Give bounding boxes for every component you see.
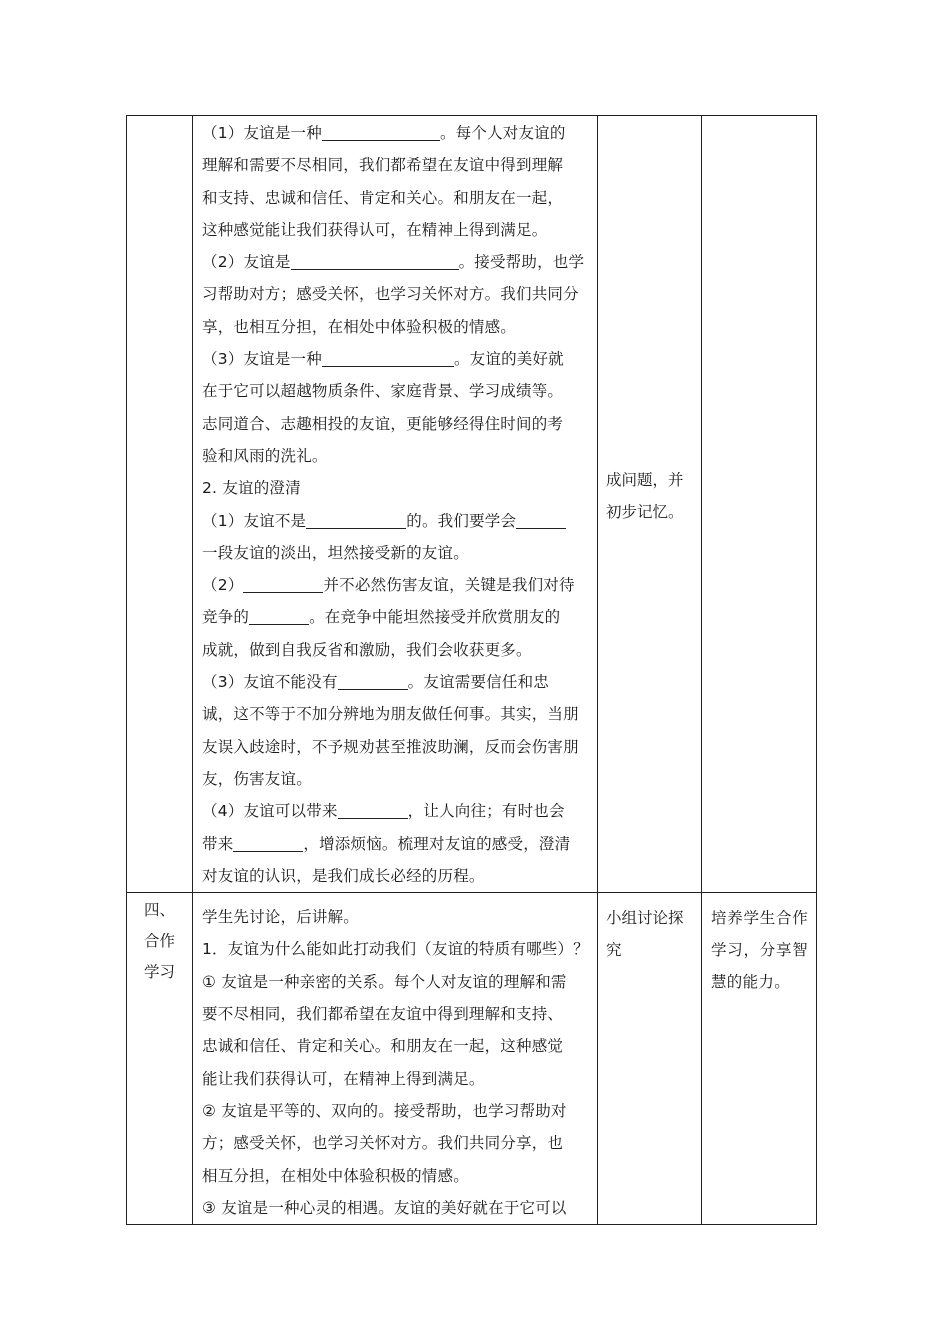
line-text: 相互分担，在相处中体验积极的情感。 — [202, 1166, 469, 1185]
line-text: ① 友谊是一种亲密的关系。每个人对友谊的理解和需 — [202, 972, 567, 991]
text-line — [202, 117, 591, 149]
activity-cell — [598, 116, 702, 893]
activity-text — [598, 116, 701, 528]
text-line — [202, 440, 591, 472]
text-line — [202, 933, 591, 965]
fill-blank[interactable] — [322, 122, 440, 141]
fill-blank[interactable] — [233, 833, 303, 852]
content-cell — [193, 116, 598, 893]
line-text: 诚，这不等于不加分辨地为朋友做任何事。其实，当朋 — [202, 705, 579, 724]
line-text: （3）友谊是一种 — [202, 350, 322, 369]
line-text: 学生先讨论，后讲解。 — [202, 908, 360, 927]
section-label-line: 学习 — [143, 963, 175, 982]
line-text: （1）友谊不是 — [202, 511, 307, 530]
table-row — [127, 893, 817, 1225]
line-text: 。接受帮助，也学 — [458, 253, 585, 272]
line-text: ，让人向往；有时也会 — [407, 802, 565, 821]
line-text: 竞争的 — [202, 608, 250, 627]
text-line — [202, 537, 591, 569]
text-line — [202, 214, 591, 246]
text-line — [202, 182, 591, 214]
line-text: 。友谊需要信任和忠 — [407, 673, 549, 692]
activity-line: 究 — [606, 941, 622, 960]
section-label-line: 四、 — [143, 901, 175, 920]
line-text: ，增添烦恼。梳理对友谊的感受，澄清 — [303, 834, 571, 853]
activity-cell — [598, 893, 702, 1225]
line-text: 成就，做到自我反省和激励，我们会收获更多。 — [202, 640, 532, 659]
text-line — [202, 731, 591, 763]
line-text: 友，伤害友谊。 — [202, 769, 312, 788]
section-label — [127, 893, 192, 988]
lesson-plan-table — [126, 115, 817, 1225]
line-text: 习帮助对方；感受关怀，也学习关怀对方。我们共同分 — [202, 285, 579, 304]
content-cell — [193, 893, 598, 1225]
line-text: 1．友谊为什么能如此打动我们（友谊的特质有哪些）？ — [202, 940, 589, 959]
section-cell — [127, 116, 193, 893]
activity-line: 小组讨论探 — [606, 909, 684, 928]
content-text — [193, 893, 597, 1224]
text-line — [202, 1095, 591, 1127]
line-text: 验和风雨的洗礼。 — [202, 446, 328, 465]
text-line — [202, 698, 591, 730]
line-text: 的。我们要学会 — [406, 511, 517, 530]
line-text: 。每个人对友谊的 — [439, 124, 566, 142]
text-line — [202, 1160, 591, 1192]
line-text: 。在竞争中能坦然接受并欣赏朋友的 — [309, 608, 561, 627]
text-line — [202, 505, 591, 537]
text-line — [202, 343, 591, 375]
text-line — [202, 1063, 591, 1095]
text-line — [202, 666, 591, 698]
fill-blank[interactable] — [306, 510, 406, 529]
text-line — [202, 1030, 591, 1062]
text-line — [202, 408, 591, 440]
line-text: ② 友谊是平等的、双向的。接受帮助，也学习帮助对 — [202, 1101, 567, 1120]
line-text: （4）友谊可以带来 — [202, 802, 338, 821]
goal-cell — [702, 893, 817, 1225]
text-line — [202, 569, 591, 601]
fill-blank[interactable] — [322, 348, 454, 367]
line-text: 对友谊的认识，是我们成长必经的历程。 — [202, 866, 485, 885]
text-line — [202, 1192, 591, 1224]
line-text: 方；感受关怀，也学习关怀对方。我们共同分享，也 — [202, 1134, 564, 1153]
line-text: 忠诚和信任、肯定和关心。和朋友在一起，这种感觉 — [202, 1037, 564, 1056]
line-text: 友误入歧途时，不予规劝甚至推波助澜，反而会伤害朋 — [202, 737, 579, 756]
line-text: 能让我们获得认可，在精神上得到满足。 — [202, 1069, 485, 1088]
line-text: 要不尽相同，我们都希望在友谊中得到理解和支持、 — [202, 1005, 564, 1024]
text-line — [202, 763, 591, 795]
fill-blank[interactable] — [249, 606, 309, 625]
goal-text: 培养学生合作学习，分享智慧的能力。 — [711, 909, 808, 992]
line-text: （2） — [202, 576, 244, 595]
line-text: 在于它可以超越物质条件、家庭背景、学习成绩等。 — [202, 382, 564, 401]
text-line — [202, 860, 591, 892]
fill-blank[interactable] — [516, 510, 566, 529]
fill-blank[interactable] — [243, 574, 323, 593]
table-row — [127, 116, 817, 893]
text-line — [202, 472, 591, 504]
text-line — [202, 246, 591, 278]
fill-blank[interactable] — [338, 671, 408, 690]
text-line — [202, 634, 591, 666]
text-line — [202, 375, 591, 407]
activity-text — [598, 893, 701, 966]
line-text: 和支持、忠诚和信任、肯定和关心。和朋友在一起， — [202, 188, 564, 207]
line-text: ③ 友谊是一种心灵的相遇。友谊的美好就在于它可以 — [202, 1198, 567, 1217]
text-line — [202, 149, 591, 181]
line-text: 一段友谊的淡出，坦然接受新的友谊。 — [202, 543, 469, 562]
line-text: 这种感觉能让我们获得认可，在精神上得到满足。 — [202, 220, 548, 239]
content-text — [193, 116, 597, 892]
line-text: 带来 — [202, 834, 234, 853]
text-line — [202, 828, 591, 860]
text-line — [202, 998, 591, 1030]
line-text: 志同道合、志趣相投的友谊，更能够经得住时间的考 — [202, 414, 564, 433]
text-line — [202, 795, 591, 827]
activity-line: 初步记忆。 — [606, 503, 684, 521]
line-text: 并不必然伤害友谊，关键是我们对待 — [323, 576, 575, 595]
fill-blank[interactable] — [291, 251, 459, 270]
section-cell — [127, 893, 193, 1225]
line-text: （1）友谊是一种 — [202, 124, 322, 142]
line-text: 。友谊的美好就 — [453, 350, 564, 369]
line-text: （3）友谊不能没有 — [202, 673, 338, 692]
line-text: 理解和需要不尽相同，我们都希望在友谊中得到理解 — [202, 156, 564, 175]
text-line — [202, 901, 591, 933]
text-line — [202, 601, 591, 633]
activity-line: 成问题，并 — [606, 471, 684, 489]
text-line — [202, 966, 591, 998]
goal-cell — [702, 116, 817, 893]
text-line — [202, 311, 591, 343]
line-text: 2. 友谊的澄清 — [202, 479, 301, 498]
line-text: （2）友谊是 — [202, 253, 291, 272]
line-text: 享，也相互分担，在相处中体验积极的情感。 — [202, 317, 517, 336]
text-line — [202, 278, 591, 310]
section-label-line: 合作 — [143, 932, 175, 951]
text-line — [202, 1127, 591, 1159]
fill-blank[interactable] — [338, 800, 408, 819]
